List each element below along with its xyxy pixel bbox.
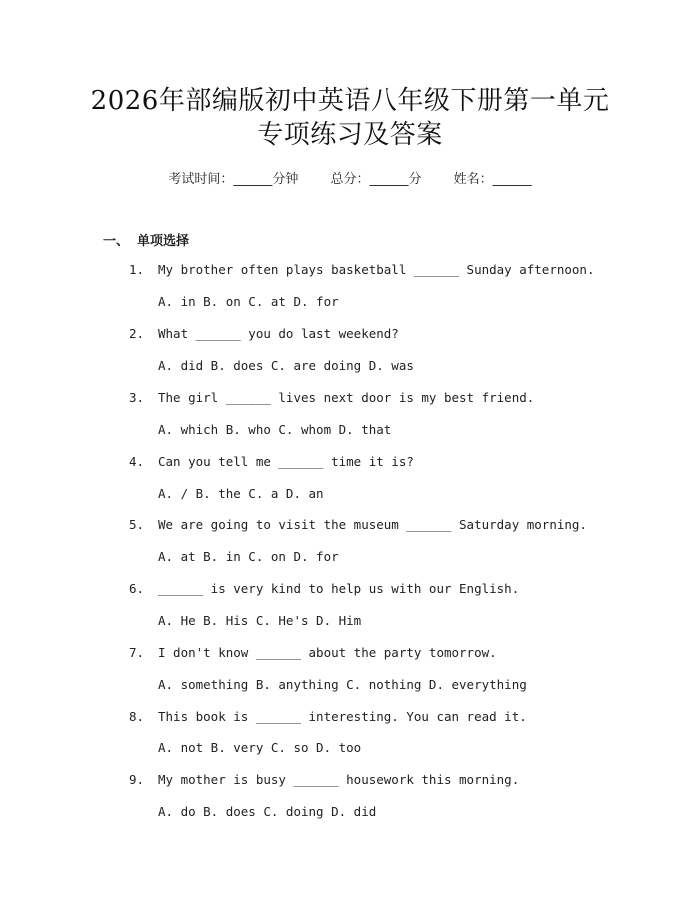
question-number: 7. [129, 645, 145, 660]
question-number: 4. [129, 454, 145, 469]
question-number: 8. [129, 709, 145, 724]
question-options-text: A. not B. very C. so D. too [158, 740, 362, 755]
question-stem: The girl ______ lives next door is my best friend. [158, 390, 535, 405]
question-number: 3. [129, 390, 145, 405]
question-options-text: A. / B. the C. a D. an [158, 486, 324, 501]
question-number: 2. [129, 326, 145, 341]
question-options-text: A. do B. does C. doing D. did [158, 804, 377, 819]
question-stem: Can you tell me ______ time it is? [158, 454, 414, 469]
question-stem: I don't know ______ about the party tomorrow. [158, 645, 497, 660]
question-stem: We are going to visit the museum ______ Saturday morning. [158, 517, 587, 532]
exam-name: 姓名：______ [453, 172, 532, 187]
question-number: 1. [129, 262, 145, 277]
question-number: 9. [129, 772, 145, 787]
question-stem: This book is ______ interesting. You can read it. [158, 709, 527, 724]
exam-info [0, 168, 700, 187]
section-title: 单项选择 [137, 234, 190, 249]
question-stem: ______ is very kind to help us with our English. [158, 581, 520, 596]
exam-score: 总分：______分 [330, 172, 422, 187]
question-options-text: A. He B. His C. He's D. Him [158, 613, 362, 628]
question-stem: My brother often plays basketball ______ Sunday afternoon. [158, 262, 595, 277]
section-number: 一、 [103, 234, 130, 249]
document-title-line2: 专项练习及答案 [257, 120, 443, 150]
document-title-line1: 2026年部编版初中英语八年级下册第一单元 [90, 86, 610, 116]
question-options-text: A. something B. anything C. nothing D. everything [158, 677, 527, 692]
question-stem: What ______ you do last weekend? [158, 326, 399, 341]
question-options-text: A. at B. in C. on D. for [158, 549, 339, 564]
question-options-text: A. did B. does C. are doing D. was [158, 358, 414, 373]
question-options-text: A. which B. who C. whom D. that [158, 422, 392, 437]
question-number: 5. [129, 517, 145, 532]
question-options-text: A. in B. on C. at D. for [158, 294, 339, 309]
question-number: 6. [129, 581, 145, 596]
exam-time: 考试时间：______分钟 [168, 172, 299, 187]
section-heading [103, 230, 189, 249]
question-stem: My mother is busy ______ housework this morning. [158, 772, 520, 787]
